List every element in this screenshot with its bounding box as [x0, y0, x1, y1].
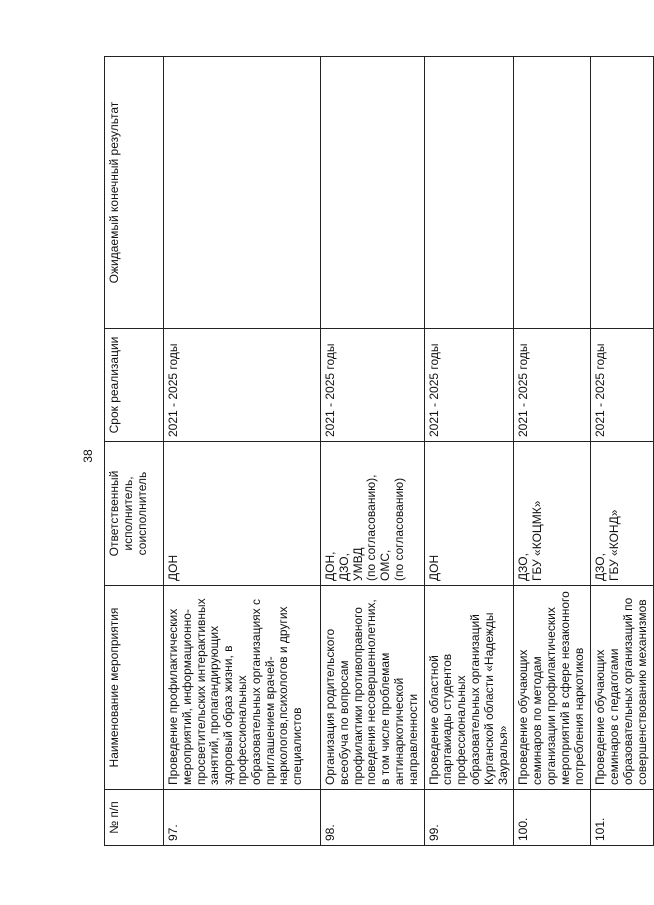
table-inner [104, 56, 649, 846]
header-result: Ожидаемый конечный результат [105, 57, 164, 329]
row-name: Проведение областной спартакиады студентов профессиональных образовательных организаций Курганской области «Надежды Зауралья» [424, 586, 514, 790]
page-number: 38 [81, 449, 95, 463]
row-executor [591, 442, 653, 586]
row-num: 98. [321, 790, 425, 846]
executor-line: (по согласованию) [391, 477, 406, 581]
executor-line: ДОН [166, 554, 180, 581]
row-term: 2021 - 2025 годы [321, 329, 425, 442]
row-result [424, 57, 514, 329]
executor-line: ДЗО, [593, 553, 608, 581]
header-executor: Ответственный исполнитель, соисполнитель [105, 442, 164, 586]
row-executor [424, 442, 514, 586]
row-name: Проведение обучающих семинаров по методам организации профилактических мероприятий в сфере незаконного потребления наркотиков [514, 586, 591, 790]
row-executor [164, 442, 321, 586]
row-name: Организация родительского всеобуча по вопросам профилактики противоправного поведения несовершеннолетних, в том числе проблемам антинаркотической направленности [321, 586, 425, 790]
row-name: Проведение профилактических мероприятий, информационно-просветительских интерактивных занятий, пропагандирующих здоровый образ жизни, в профессиональных образовательных организациях с приглашением врачей-наркологов,психологов и других специалистов [164, 586, 321, 790]
row-term: 2021 - 2025 годы [164, 329, 321, 442]
row-executor [321, 442, 425, 586]
header-name: Наименование мероприятия [105, 586, 164, 790]
row-num: 101. [591, 790, 653, 846]
row-term: 2021 - 2025 годы [514, 329, 591, 442]
table-row [424, 57, 514, 846]
executor-line: ГБУ «КОНД» [607, 509, 622, 581]
rotated-table-container [104, 56, 649, 846]
row-result [321, 57, 425, 329]
row-result [514, 57, 591, 329]
table-row [514, 57, 591, 846]
executor-line: ДОН [426, 554, 441, 581]
table-row [164, 57, 321, 846]
executor-line: ОМС, [378, 549, 393, 581]
activities-table [104, 56, 654, 846]
row-term: 2021 - 2025 годы [591, 329, 653, 442]
row-num: 97. [164, 790, 321, 846]
header-term: Срок реализации [105, 329, 164, 442]
row-executor [514, 442, 591, 586]
table-header-row [105, 57, 164, 846]
executor-line: ДОН, [323, 551, 337, 581]
row-num: 100. [514, 790, 591, 846]
row-result [164, 57, 321, 329]
executor-line: ДЗО, [336, 553, 351, 581]
executor-line: ДЗО, [516, 553, 531, 581]
row-result [591, 57, 653, 329]
executor-line: ГБУ «КОЦМК» [530, 500, 545, 581]
executor-line: УМВД [350, 547, 365, 581]
row-name: Проведение обучающих семинаров с педагогами образовательных организаций по совершенствованию механизмов [591, 586, 653, 790]
table-row [321, 57, 425, 846]
executor-line: (по согласованию), [364, 474, 379, 581]
row-num: 99. [424, 790, 514, 846]
header-num: № п/п [105, 790, 164, 846]
table-row [591, 57, 653, 846]
row-term: 2021 - 2025 годы [424, 329, 514, 442]
